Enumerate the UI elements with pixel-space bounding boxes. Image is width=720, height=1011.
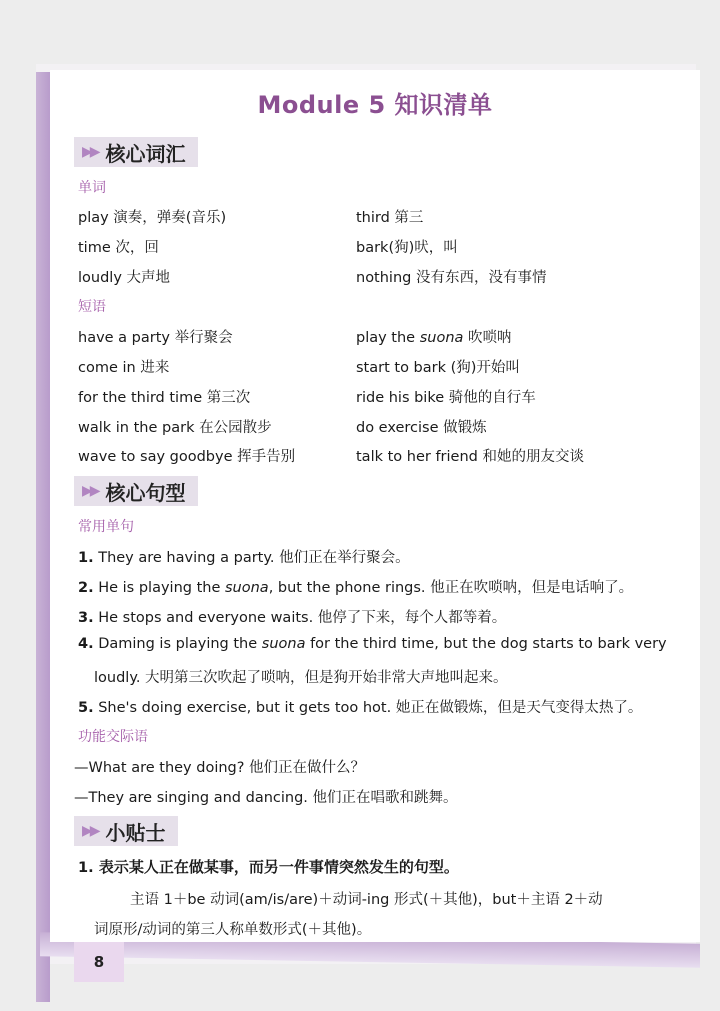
sentence-italic: suona xyxy=(224,580,269,596)
double-chevron-icon: ▶▶ xyxy=(82,144,98,160)
item-number: 1. xyxy=(78,550,94,566)
sentence-item xyxy=(78,546,410,567)
subheading-words: 单词 xyxy=(78,180,106,196)
phrase-italic: suona xyxy=(419,330,464,346)
phrase-item: walk in the park 在公园散步 xyxy=(78,420,272,436)
section-header-patterns xyxy=(74,476,198,506)
phrase-item: ride his bike 骑他的自行车 xyxy=(356,390,536,406)
page-edge-band xyxy=(36,72,50,1002)
sentence-continuation: loudly. 大明第三次吹起了唢呐，但是狗开始非常大声地叫起来。 xyxy=(94,670,508,686)
phrase-item: do exercise 做锻炼 xyxy=(356,420,487,436)
sentence-text: for the third time, but the dog starts to bark very xyxy=(305,636,667,652)
section-title: 核心词汇 xyxy=(105,141,186,166)
sentence-text: , but the phone rings. 他正在吹唢呐，但是电话响了。 xyxy=(268,580,634,596)
phrase-item: come in 进来 xyxy=(78,360,170,376)
section-title: 小贴士 xyxy=(105,820,166,845)
tip-body: 主语 1＋be 动词(am/is/are)＋动词-ing 形式(＋其他)，but＋主语 2＋动 xyxy=(130,892,603,908)
sentence-text: He stops and everyone waits. 他停了下来，每个人都等着。 xyxy=(93,610,507,626)
sentence-text: Daming is playing the xyxy=(93,636,262,652)
section-title: 核心句型 xyxy=(105,480,186,505)
item-number: 5. xyxy=(78,700,94,716)
phrase-text: play the xyxy=(356,330,420,346)
word-item: play 演奏，弹奏(音乐) xyxy=(78,210,227,226)
word-item: loudly 大声地 xyxy=(78,270,171,286)
double-chevron-icon: ▶▶ xyxy=(82,823,98,839)
dialogue-line: —What are they doing? 他们正在做什么？ xyxy=(74,760,366,776)
phrase-item: for the third time 第三次 xyxy=(78,390,251,406)
double-chevron-icon: ▶▶ xyxy=(82,483,98,499)
subheading-phrases: 短语 xyxy=(78,299,106,315)
phrase-item xyxy=(356,326,512,347)
word-item: nothing 没有东西，没有事情 xyxy=(356,270,547,286)
dialogue-line: —They are singing and dancing. 他们正在唱歌和跳舞。 xyxy=(74,790,458,806)
tip-body: 词原形/动词的第三人称单数形式(＋其他)。 xyxy=(94,922,372,938)
tip-title: 表示某人正在做某事，而另一件事情突然发生的句型。 xyxy=(93,858,459,876)
sentence-item xyxy=(78,576,633,597)
word-item: time 次，回 xyxy=(78,240,159,256)
subheading-communication: 功能交际语 xyxy=(78,729,148,745)
page-title: Module 5 知识清单 xyxy=(257,91,493,119)
page-number: 8 xyxy=(74,942,124,982)
phrase-item: talk to her friend 和她的朋友交谈 xyxy=(356,449,584,465)
sentence-text: She's doing exercise, but it gets too hot. 她正在做锻炼，但是天气变得太热了。 xyxy=(93,700,643,716)
phrase-text: 吹唢呐 xyxy=(463,330,512,346)
item-number: 2. xyxy=(78,580,94,596)
subheading-sentences: 常用单句 xyxy=(78,519,134,535)
sentence-text: They are having a party. 他们正在举行聚会。 xyxy=(93,550,410,566)
section-header-vocab xyxy=(74,137,198,167)
word-item: bark(狗)吠，叫 xyxy=(356,240,458,256)
sentence-item xyxy=(78,606,506,627)
sentence-italic: suona xyxy=(261,636,306,652)
sentence-text: He is playing the xyxy=(93,580,225,596)
section-header-tips xyxy=(74,816,178,846)
word-item: third 第三 xyxy=(356,210,424,226)
phrase-item: start to bark (狗)开始叫 xyxy=(356,360,520,376)
item-number: 3. xyxy=(78,610,94,626)
sentence-item xyxy=(78,636,667,652)
item-number: 4. xyxy=(78,636,94,652)
tip-heading xyxy=(78,856,459,877)
page xyxy=(50,70,700,942)
item-number: 1. xyxy=(78,860,94,876)
sentence-item xyxy=(78,696,642,717)
phrase-item: have a party 举行聚会 xyxy=(78,330,233,346)
phrase-item: wave to say goodbye 挥手告别 xyxy=(78,449,296,465)
